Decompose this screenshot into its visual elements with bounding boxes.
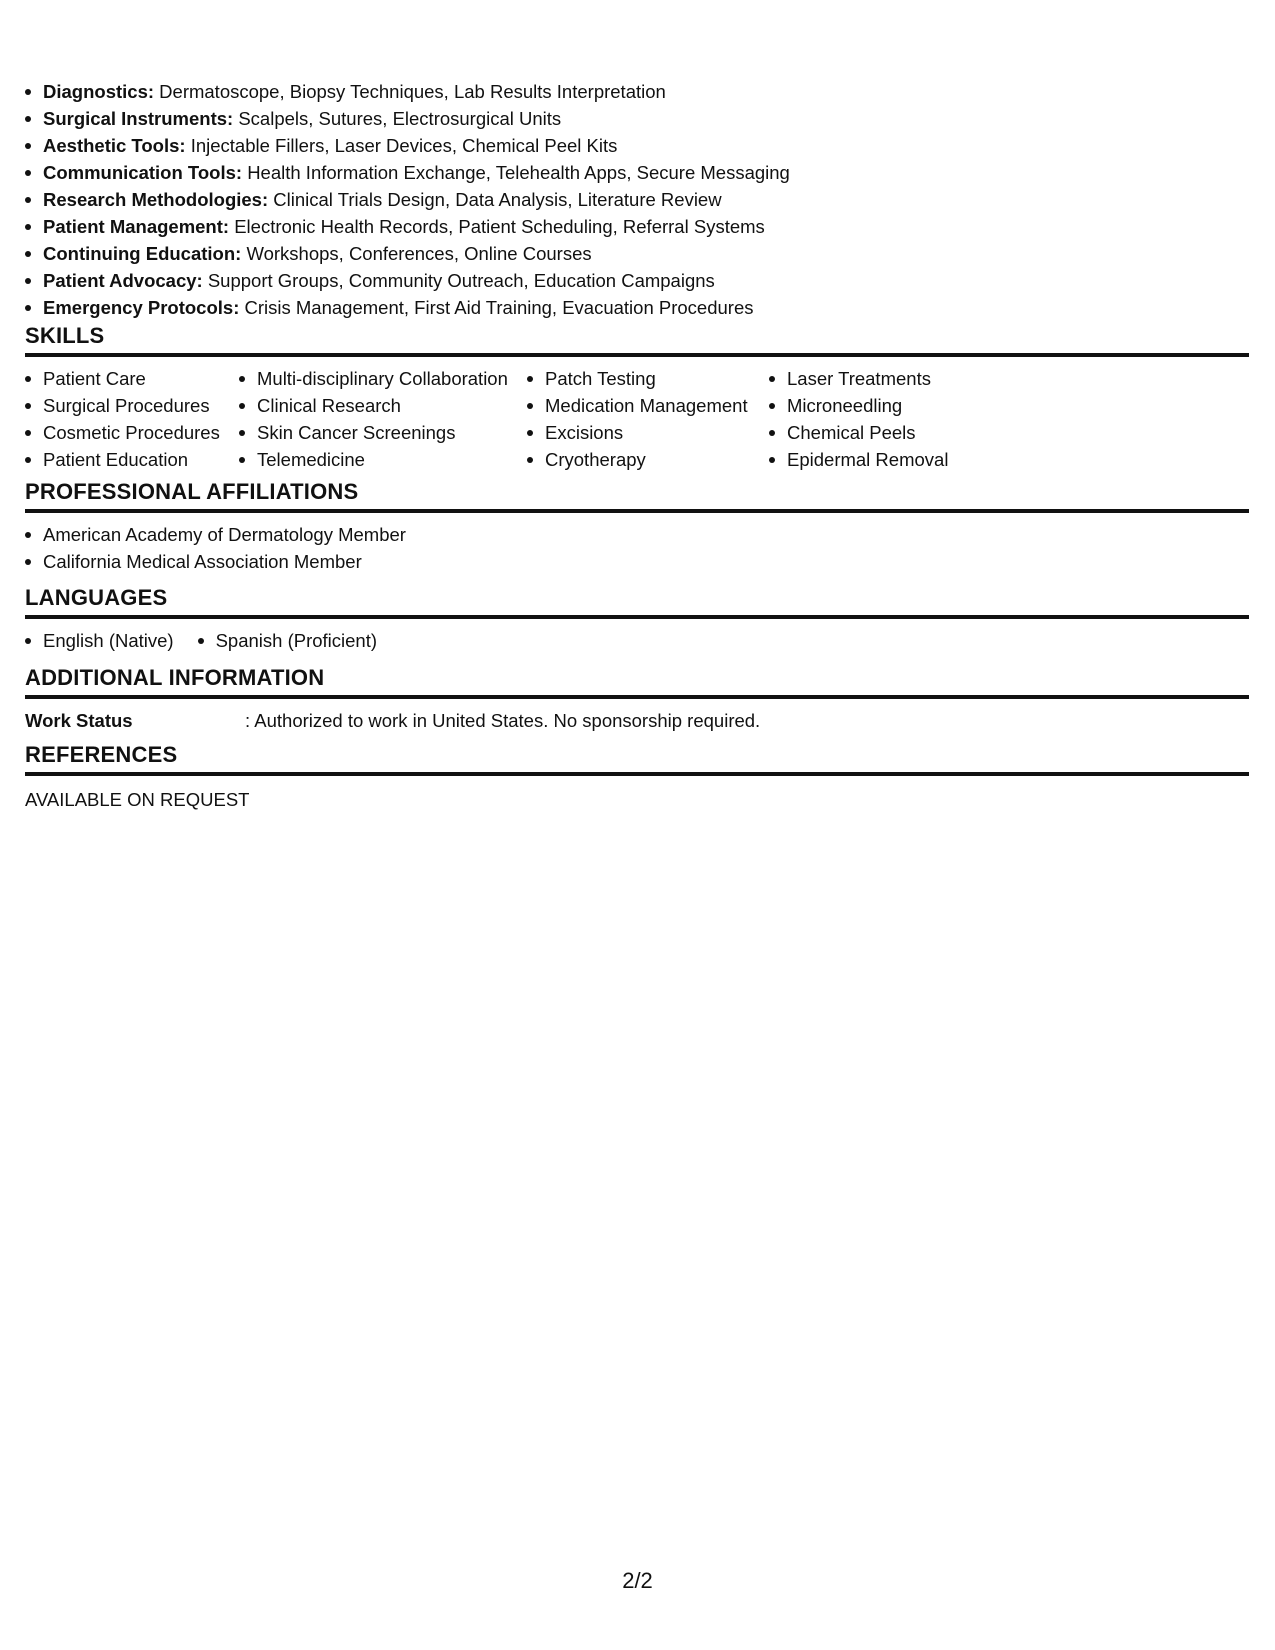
bullet-icon [25, 224, 31, 230]
bullet-icon [25, 197, 31, 203]
bullet-icon [198, 638, 204, 644]
list-item: Patch Testing [527, 365, 748, 392]
list-item: Laser Treatments [769, 365, 948, 392]
bullet-icon [239, 457, 245, 463]
list-item: Diagnostics: Dermatoscope, Biopsy Techniques, Lab Results Interpretation [25, 78, 1249, 105]
bullet-icon [25, 89, 31, 95]
list-item: California Medical Association Member [25, 548, 1249, 575]
bullet-icon [25, 457, 31, 463]
bullet-icon [25, 143, 31, 149]
list-item: Spanish (Proficient) [198, 627, 377, 654]
list-item: Continuing Education: Workshops, Conferences, Online Courses [25, 240, 1249, 267]
section-divider [25, 695, 1249, 699]
list-item: Cosmetic Procedures [25, 419, 220, 446]
list-item: Microneedling [769, 392, 948, 419]
list-item: Communication Tools: Health Information Exchange, Telehealth Apps, Secure Messaging [25, 159, 1249, 186]
list-item: Research Methodologies: Clinical Trials Design, Data Analysis, Literature Review [25, 186, 1249, 213]
references-section [25, 741, 1249, 813]
languages-list [25, 627, 1249, 654]
bullet-icon [25, 532, 31, 538]
section-title: REFERENCES [25, 742, 178, 767]
skills-section [25, 322, 1249, 473]
languages-section [25, 584, 1249, 654]
bullet-icon [239, 403, 245, 409]
section-title: PROFESSIONAL AFFILIATIONS [25, 479, 359, 504]
bullet-icon [25, 251, 31, 257]
list-item: Surgical Procedures [25, 392, 220, 419]
section-title: LANGUAGES [25, 585, 168, 610]
list-item: Epidermal Removal [769, 446, 948, 473]
section-divider [25, 772, 1249, 776]
list-item: American Academy of Dermatology Member [25, 521, 1249, 548]
bullet-icon [527, 457, 533, 463]
skills-column [239, 365, 508, 473]
list-item: Cryotherapy [527, 446, 748, 473]
bullet-icon [25, 559, 31, 565]
section-divider [25, 615, 1249, 619]
list-item: Emergency Protocols: Crisis Management, First Aid Training, Evacuation Procedures [25, 294, 1249, 321]
list-item: Aesthetic Tools: Injectable Fillers, Laser Devices, Chemical Peel Kits [25, 132, 1249, 159]
work-status-row [25, 707, 1249, 734]
bullet-icon [239, 376, 245, 382]
list-item: Patient Education [25, 446, 220, 473]
bullet-icon [527, 376, 533, 382]
bullet-icon [769, 430, 775, 436]
bullet-icon [25, 278, 31, 284]
list-item: Patient Care [25, 365, 220, 392]
list-item: English (Native) [25, 627, 174, 654]
bullet-icon [769, 376, 775, 382]
bullet-icon [25, 376, 31, 382]
bullet-icon [527, 430, 533, 436]
list-item: Surgical Instruments: Scalpels, Sutures, Electrosurgical Units [25, 105, 1249, 132]
affiliations-section [25, 478, 1249, 575]
skills-column [25, 365, 220, 473]
page-number: 2/2 [622, 1568, 653, 1593]
list-item: Skin Cancer Screenings [239, 419, 508, 446]
bullet-icon [239, 430, 245, 436]
list-item: Patient Management: Electronic Health Records, Patient Scheduling, Referral Systems [25, 213, 1249, 240]
list-item: Multi-disciplinary Collaboration [239, 365, 508, 392]
list-item: Patient Advocacy: Support Groups, Community Outreach, Education Campaigns [25, 267, 1249, 294]
list-item: Clinical Research [239, 392, 508, 419]
section-title: SKILLS [25, 323, 105, 348]
work-status-label: Work Status [25, 710, 133, 731]
skills-grid [25, 365, 1249, 473]
tools-list [25, 78, 1249, 321]
bullet-icon [25, 305, 31, 311]
list-item: Chemical Peels [769, 419, 948, 446]
bullet-icon [769, 403, 775, 409]
work-status-value: : Authorized to work in United States. No sponsorship required. [245, 710, 761, 731]
bullet-icon [25, 116, 31, 122]
skills-column [769, 365, 948, 473]
affiliations-list [25, 521, 1249, 575]
bullet-icon [25, 170, 31, 176]
section-title: ADDITIONAL INFORMATION [25, 665, 325, 690]
bullet-icon [25, 638, 31, 644]
section-divider [25, 509, 1249, 513]
list-item: Excisions [527, 419, 748, 446]
bullet-icon [769, 457, 775, 463]
list-item: Medication Management [527, 392, 748, 419]
bullet-icon [25, 403, 31, 409]
list-item: Telemedicine [239, 446, 508, 473]
bullet-icon [527, 403, 533, 409]
additional-info-section [25, 664, 1249, 734]
section-divider [25, 353, 1249, 357]
skills-column [527, 365, 748, 473]
bullet-icon [25, 430, 31, 436]
references-text: AVAILABLE ON REQUEST [25, 789, 250, 810]
